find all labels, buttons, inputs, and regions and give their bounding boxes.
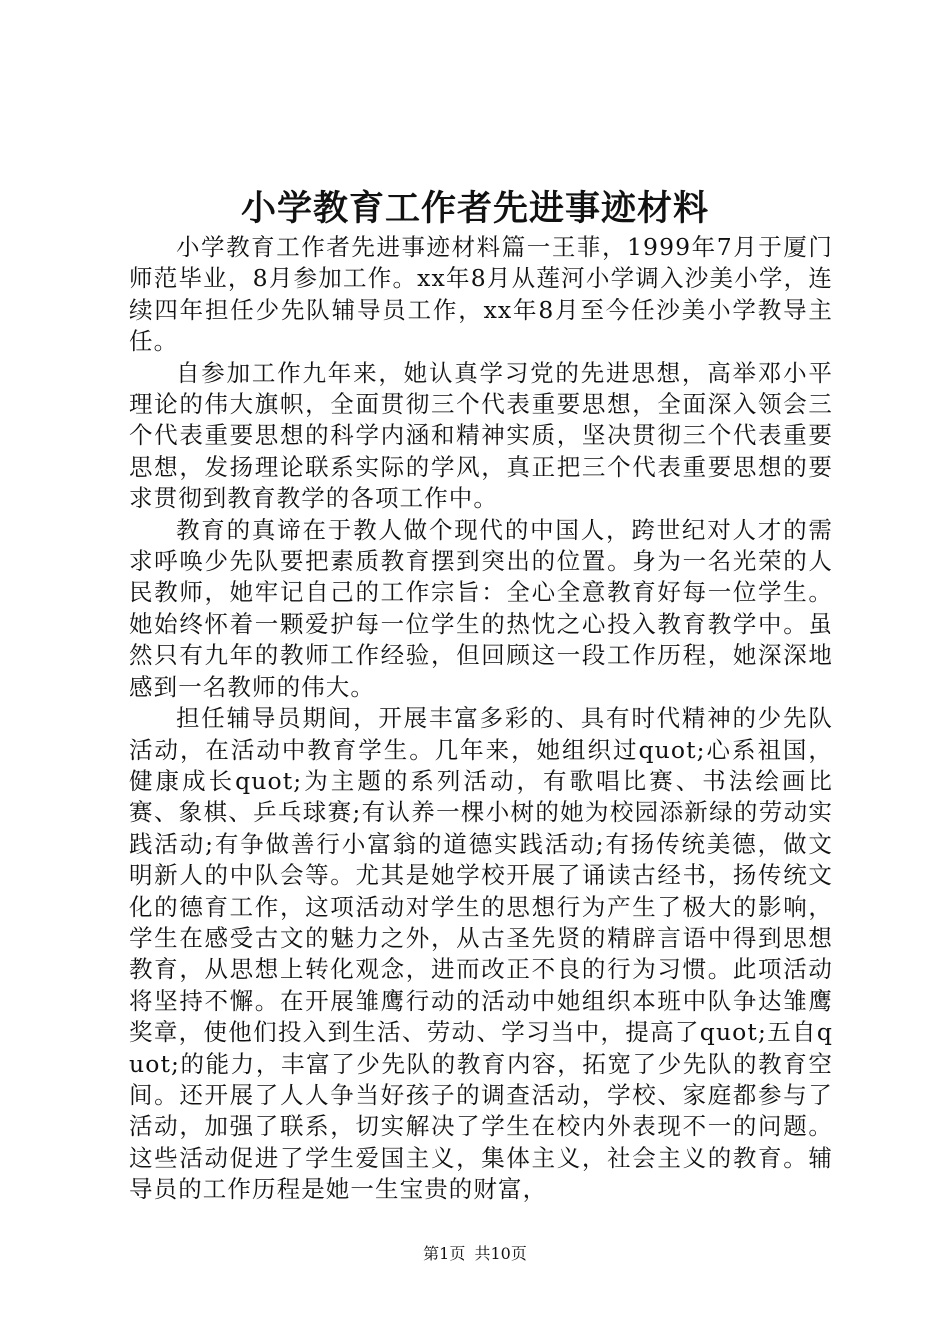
page-footer [0,1243,950,1265]
paragraph-2: 自参加工作九年来，她认真学习党的先进思想，高举邓小平理论的伟大旗帜，全面贯彻三个代表重要思想，全面深入领会三个代表重要思想的科学内涵和精神实质，坚决贯彻三个代表重要思想，发扬理论联系实际的学风，真正把三个代表重要思想的要求贯彻到教育教学的各项工作中。 [129,358,833,513]
paragraph-1: 小学教育工作者先进事迹材料篇一王菲，1999年7月于厦门师范毕业，8月参加工作。xx年8月从莲河小学调入沙美小学，连续四年担任少先队辅导员工作，xx年8月至今任沙美小学教导主任。 [129,233,833,356]
page-number: 第1页 [423,1244,466,1263]
document-body [129,232,833,1206]
paragraph-3: 教育的真谛在于教人做个现代的中国人，跨世纪对人才的需求呼唤少先队要把素质教育摆到突出的位置。身为一名光荣的人民教师，她牢记自己的工作宗旨：全心全意教育好每一位学生。她始终怀着一颗爱护每一位学生的热忱之心投入教育教学中。虽然只有九年的教师工作经验，但回顾这一段工作历程，她深深地感到一名教师的伟大。 [129,515,833,701]
page-total: 共10页 [474,1244,527,1263]
document-title: 小学教育工作者先进事迹材料 [240,188,709,229]
paragraph-4: 担任辅导员期间，开展丰富多彩的、具有时代精神的少先队活动，在活动中教育学生。几年来，她组织过quot;心系祖国，健康成长quot;为主题的系列活动，有歌唱比赛、书法绘画比赛、象棋、乒乓球赛;有认养一棵小树的她为校园添新绿的劳动实践活动;有争做善行小富翁的道德实践活动;有扬传统美德，做文明新人的中队会等。尤其是她学校开展了诵读古经书，扬传统文化的德育工作，这项活动对学生的思想行为产生了极大的影响，学生在感受古文的魅力之外，从古圣先贤的精辟言语中得到思想教育，从思想上转化观念，进而改正不良的行为习惯。此项活动将坚持不懈。在开展雏鹰行动的活动中她组织本班中队争达雏鹰奖章，使他们投入到生活、劳动、学习当中，提高了quot;五自quot;的能力，丰富了少先队的教育内容，拓宽了少先队的教育空间。还开展了人人争当好孩子的调查活动，学校、家庭都参与了活动，加强了联系，切实解决了学生在校内外表现不一的问题。这些活动促进了学生爱国主义，集体主义，社会主义的教育。辅导员的工作历程是她一生宝贵的财富， [129,704,833,1204]
